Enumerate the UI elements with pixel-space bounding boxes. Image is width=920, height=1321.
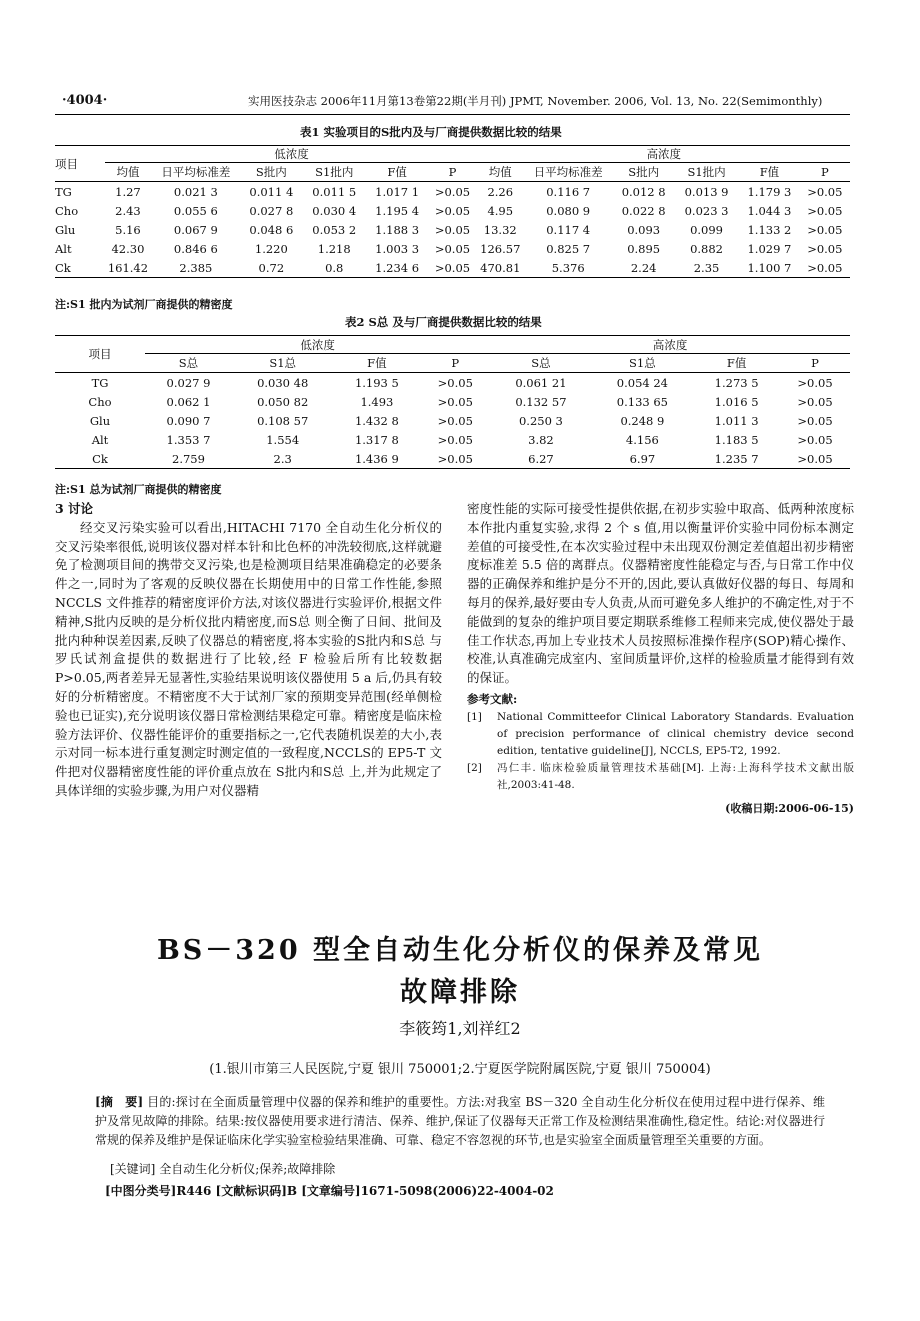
table1-cell: 0.055 6 [173,203,218,218]
table1-cell: 2.24 [613,258,673,278]
table1-cell: 1.044 3 [747,203,792,218]
table2-cell: 0.027 9 [166,375,211,390]
table-row [55,430,850,449]
table2-cell: 1.432 8 [354,413,399,428]
table1-cell: 1.133 2 [747,222,792,237]
table1-cell: 1.179 3 [747,184,792,199]
table1-caption: 表1 实验项目的S批内及与厂商提供数据比较的结果 [300,125,562,139]
table1-cell: 0.067 9 [173,222,218,237]
discussion-right-column [467,500,854,819]
table-row [55,239,850,258]
table2-caption: 表2 S总 及与厂商提供数据比较的结果 [345,315,542,329]
table1-cell: >0.05 [434,241,471,256]
table2-subhead: F值 [693,354,780,373]
table2-cell: >0.05 [437,432,473,447]
table1-cell: 2.385 [151,258,242,278]
table1-cell: >0.05 [434,222,471,237]
article-abstract [95,1093,825,1150]
table1-cell-item: TG [55,184,72,199]
table2-cell: 1.016 5 [714,394,759,409]
keywords-text: 全自动生化分析仪;保养;故障排除 [159,1162,336,1176]
table1-cell: 0.023 3 [684,203,729,218]
table1-cell: 0.093 [627,222,661,237]
keywords-label: [关键词] [110,1162,156,1176]
table2-cell-item: TG [91,375,109,390]
table2-cell: 6.27 [490,449,591,469]
table1-subhead: S1批内 [302,163,367,182]
table2-cell: >0.05 [437,394,473,409]
table-row [55,449,850,469]
table2-cell: 1.353 7 [166,432,211,447]
table2-cell-item: Glu [89,413,111,428]
table2-cell: 4.156 [625,432,659,447]
table1-cell: 4.95 [487,203,514,218]
discussion-paragraph-2: 密度性能的实际可接受性提供依据,在初步实验中取高、低两种浓度标本作批内重复实验,求得 2 个 s 值,用以衡量评价实验中同份标本测定差值的可接受性,在本次实验过程中未出现双份测定差值超出初步精密度标准差 5.5 倍的离群点。仪器精密度性能稳定与否,与日常工作中仪器的正确保养和维护是分不开的,因此,要认真做好仪器的每日、每周和每月的保养,最好要由专人负责,从而可避免多人维护的不确定性,对于不能做到的复杂的维护项目要定期联系维修工程师来完成,使仪器处于最佳工作状态,再加上专业技术人员按照标准操作程序(SOP)精心操作、校准,认真准确完成室内、室间质量评价,这样的检验质量才能得到有效的保证。 [467,501,854,686]
table1-cell: 2.43 [115,203,141,218]
running-header: 实用医技杂志 2006年11月第13卷第22期(半月刊) JPMT, November. 2006, Vol. 13, No. 22(Semimonthly) [248,94,823,108]
table1-cell-item: Ck [55,258,105,278]
table1-subhead: 日平均标准差 [523,163,614,182]
table2-cell: 0.061 21 [515,375,567,390]
table1-cell: 1.220 [254,241,288,256]
table2-cell: 0.250 3 [518,413,563,428]
table1-subhead: 均值 [105,163,150,182]
table1-cell: 0.011 4 [249,184,294,199]
table2-cell: 1.493 [360,394,394,409]
table1-cell: 0.846 6 [173,241,218,256]
table2-subhead: F值 [333,354,420,373]
table1-cell: 1.27 [115,184,141,199]
table2-subhead: P [780,354,850,373]
table1-col-item: 项目 [55,146,105,182]
table1-subhead: S1批内 [674,163,739,182]
table1-cell: 161.42 [105,258,150,278]
table1-cell: 0.011 5 [312,184,357,199]
table2-cell: 1.183 5 [714,432,759,447]
table2-subhead: S1总 [592,354,693,373]
table2-cell: 1.193 5 [354,375,399,390]
table2-cell: 0.030 48 [257,375,309,390]
table2-cell: >0.05 [797,413,833,428]
table1-cell: 0.030 4 [312,203,357,218]
table-row [55,411,850,430]
reference-number: [1] [467,710,482,723]
table1 [55,145,850,278]
table1-cell: 2.26 [487,184,514,199]
discussion-heading: 3 讨论 [55,501,94,516]
table2-cell: 0.132 57 [515,394,567,409]
table2-cell: 2.759 [145,449,232,469]
table2-subhead: S1总 [232,354,333,373]
table2-group-low: 低浓度 [145,336,490,354]
table2-cell: >0.05 [437,375,473,390]
table1-note: 注:S1 批内为试剂厂商提供的精密度 [55,298,233,311]
table2-cell-item: Cho [88,394,112,409]
page-number: ·4004· [62,93,108,108]
table1-cell-item: Glu [55,222,76,237]
table2-cell: 0.133 65 [616,394,668,409]
reference-text: 冯仁丰. 临床检验质量管理技术基础[M]. 上海:上海科学技术文献出版社,2003:41-48. [497,761,854,791]
table1-subhead: P [800,163,850,182]
table1-cell: >0.05 [807,222,843,237]
references-heading: 参考文献: [467,691,518,706]
table1-subhead: P [427,163,477,182]
table1-cell: >0.05 [807,241,843,256]
table-row [55,220,850,239]
article-title-line2: 故障排除 [400,977,520,1008]
table2-cell: 0.054 24 [616,375,668,390]
table2-cell-item: Ck [55,449,145,469]
reference-number: [2] [467,761,482,774]
received-date: (收稿日期:2006-06-15) [725,801,854,815]
table1-cell: 1.100 7 [739,258,799,278]
table1-cell: 1.188 3 [375,222,420,237]
table2-cell: 0.248 9 [620,413,665,428]
table2-cell: 0.090 7 [166,413,211,428]
table1-subhead: F值 [367,163,427,182]
table1-cell: 0.116 7 [546,184,591,199]
table2-subhead: S总 [145,354,232,373]
table2-subhead: S总 [490,354,591,373]
abstract-text: 目的:探讨在全面质量管理中仪器的保养和维护的重要性。方法:对我室 BS－320 全自动生化分析仪在使用过程中进行保养、维护及常见故障的排除。结果:按仪器使用要求进行清洁、保养、维护,保证了仪器每天正常工作及检测结果准确性,稳定性。结论:对仪器进行常规的保养及维护是保证临床化学实验室检验结果准确、可靠、稳定不容忽视的环节,也是实验室全面质量管理至关重要的方面。 [95,1095,825,1147]
table1-group-high: 高浓度 [478,146,850,163]
table1-cell: 0.895 [627,241,661,256]
table1-cell: 0.72 [241,258,301,278]
table1-cell: 2.35 [674,258,739,278]
article-authors: 李筱筠1,刘祥红2 [399,1019,521,1038]
table1-cell: >0.05 [434,184,471,199]
table1-cell: 0.021 3 [173,184,218,199]
article-affiliation: (1.银川市第三人民医院,宁夏 银川 750001;2.宁夏医学院附属医院,宁夏 银川 750004) [209,1062,711,1077]
table1-cell: 1.195 4 [375,203,420,218]
table2-cell: 2.3 [232,449,333,469]
table2-cell: 0.050 82 [257,394,309,409]
table2-cell: 6.97 [592,449,693,469]
table1-cell: 0.012 8 [621,184,666,199]
table2-subhead: P [420,354,490,373]
table1-cell: 0.8 [302,258,367,278]
table2-note: 注:S1 总为试剂厂商提供的精密度 [55,483,222,496]
reference-text: National Committeefor Clinical Laboratory Standards. Evaluation of precision performance of clinical chemistry device second edition, tentative guideline[J], NCCLS, EP5-T2, 1992. [497,710,854,757]
reference-item [467,760,854,794]
table1-cell: 5.376 [523,258,614,278]
article-keywords [110,1160,335,1177]
table1-cell: 470.81 [478,258,523,278]
table1-cell: >0.05 [434,203,471,218]
table1-subhead: 日平均标准差 [151,163,242,182]
table1-cell: 0.027 8 [249,203,294,218]
table1-cell: 0.080 9 [546,203,591,218]
table1-cell: 1.017 1 [375,184,420,199]
table1-cell: 0.048 6 [249,222,294,237]
table1-cell-item: Cho [55,203,79,218]
table-row [55,258,850,278]
table1-cell: >0.05 [807,203,843,218]
table2-cell: 1.011 3 [714,413,759,428]
table1-cell: 0.117 4 [546,222,591,237]
table1-cell: 0.099 [690,222,724,237]
table2-cell: >0.05 [797,394,833,409]
table2-cell: 0.108 57 [257,413,309,428]
table2-cell: >0.05 [797,375,833,390]
table1-cell: >0.05 [800,258,850,278]
table1-cell: 5.16 [115,222,141,237]
table-row [55,373,850,393]
article-title-line1: BS－320 型全自动生化分析仪的保养及常见 [156,935,764,966]
table1-cell: 0.022 8 [621,203,666,218]
table2 [55,335,850,469]
article-classification: [中图分类号]R446 [文献标识码]B [文章编号]1671-5098(2006)22-4004-02 [105,1184,554,1198]
abstract-label: [摘 要] [95,1095,144,1109]
table-row [55,182,850,202]
table1-cell: 1.234 6 [367,258,427,278]
table2-cell: 1.436 9 [333,449,420,469]
table2-cell: >0.05 [797,432,833,447]
table1-subhead: S批内 [241,163,301,182]
table2-cell: 1.554 [266,432,300,447]
table2-cell: 1.273 5 [714,375,759,390]
discussion-paragraph-1: 经交叉污染实验可以看出,HITACHI 7170 全自动生化分析仪的交叉污染率很低,说明该仪器对样本针和比色杯的冲洗较彻底,这样就避免了检测项目间的携带交叉污染,也是检测项目结果准确稳定的必要条件之一,同时为了客观的反映仪器在长期使用中的日常工作性能,参照 NCCLS 文件推荐的精密度评价方法,对该仪器进行实验评价,根据文件精神,S批内反映的是分析仪批内精密度,而S总 则全衡了日间、批间及批内种种误差因素,反映了仪器总的精密度,将本实验的S批内和S总 与罗氏试剂盒提供的数据进行了比较,经 F 检验后所有比较数据 P>0.05,两者差异无显著性,实验结果说明该仪器使用 5 a 后,仍具有较好的分析精密度。不精密度不大于试剂厂家的预期变异范围(经单侧检验也已证实),充分说明该仪器日常检测结果稳定可靠。精密度是临床检验方法评价、仪器性能评价的重要指标之一,它代表随机误差的大小,表示对同一标本进行重复测定时测定值的一致程度,NCCLS的 EP5-T 文件把对仪器精密度性能的评价重点放在 S批内和S总 上,并为此规定了具体详细的实验步骤,为用户对仪器精 [55,519,442,798]
table1-cell: 13.32 [483,222,517,237]
table1-body [55,182,850,278]
discussion-left-column [55,500,442,801]
table2-cell: >0.05 [437,413,473,428]
table1-cell: 126.57 [480,241,521,256]
table2-cell-item: Alt [91,432,109,447]
table2-cell: 3.82 [528,432,554,447]
table2-cell: >0.05 [420,449,490,469]
table1-cell: 0.053 2 [312,222,357,237]
table-row [55,201,850,220]
table2-cell: >0.05 [780,449,850,469]
table2-group-high: 高浓度 [490,336,850,354]
table2-cell: 0.062 1 [166,394,211,409]
table2-cell: 1.317 8 [354,432,399,447]
table1-cell: 0.825 7 [546,241,591,256]
table2-body [55,373,850,469]
table1-cell-item: Alt [55,241,72,256]
reference-item [467,709,854,760]
table1-cell: 1.003 3 [375,241,420,256]
table1-cell: 0.013 9 [684,184,729,199]
table1-cell: 42.30 [111,241,145,256]
table-row [55,392,850,411]
table1-subhead: F值 [739,163,799,182]
table1-cell: >0.05 [807,184,843,199]
table1-cell: 0.882 [690,241,724,256]
table1-cell: 1.029 7 [747,241,792,256]
table2-cell: 1.235 7 [693,449,780,469]
header-rule [55,114,850,115]
table1-subhead: S批内 [613,163,673,182]
table1-group-low: 低浓度 [105,146,477,163]
table2-subheader [55,354,850,373]
table1-cell: 1.218 [317,241,351,256]
table2-col-item: 项目 [55,336,145,373]
table1-subheader [55,163,850,182]
table1-cell: >0.05 [427,258,477,278]
table1-subhead: 均值 [478,163,523,182]
